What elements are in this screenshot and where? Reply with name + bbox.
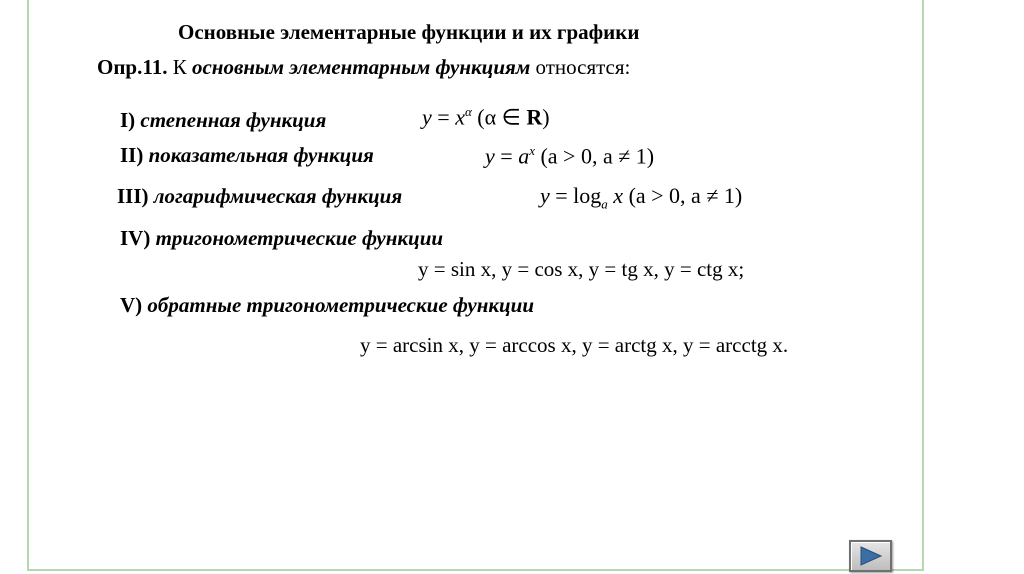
item-number: I) [120, 108, 136, 132]
item-number: V) [120, 293, 143, 317]
item-name: тригонометрические функции [155, 226, 444, 250]
function-item-exponential [120, 143, 374, 168]
play-right-triangle-icon [859, 546, 883, 566]
item-number: IV) [120, 226, 151, 250]
formula-inverse-trigonometric: y = arcsin x, y = arccos x, y = arctg x, y = arcctg x. [360, 333, 789, 357]
formula-power: $y = x^\alpha$ (α ∈ R) [422, 104, 550, 130]
item-name: степенная функция [140, 108, 327, 132]
definition-lead: К [172, 55, 187, 79]
function-item-power [120, 108, 326, 133]
next-slide-button[interactable] [849, 540, 892, 572]
function-item-trigonometric [120, 226, 443, 251]
formula-logarithmic: $y = \log_a x$ (a > 0, a ≠ 1) [540, 183, 743, 212]
item-name: логарифмическая функция [153, 184, 403, 208]
definition-label: Опр.11. [97, 55, 168, 79]
page-title: Основные элементарные функции и их графики [178, 20, 640, 44]
function-item-inverse-trigonometric [120, 293, 534, 318]
item-number: II) [120, 143, 144, 167]
function-item-logarithmic [117, 184, 402, 209]
slide-frame [27, 0, 924, 571]
definition-term: основным элементарным функциям [191, 55, 531, 79]
definition-tail: относятся: [535, 55, 631, 79]
item-number: III) [117, 184, 149, 208]
item-name: показательная функция [148, 143, 374, 167]
item-name: обратные тригонометрические функции [147, 293, 535, 317]
formula-exponential: $y = a^x$ (a > 0, a ≠ 1) [485, 143, 655, 169]
definition-line [97, 55, 630, 80]
formula-trigonometric: y = sin x, y = cos x, y = tg x, y = ctg x; [418, 257, 745, 281]
